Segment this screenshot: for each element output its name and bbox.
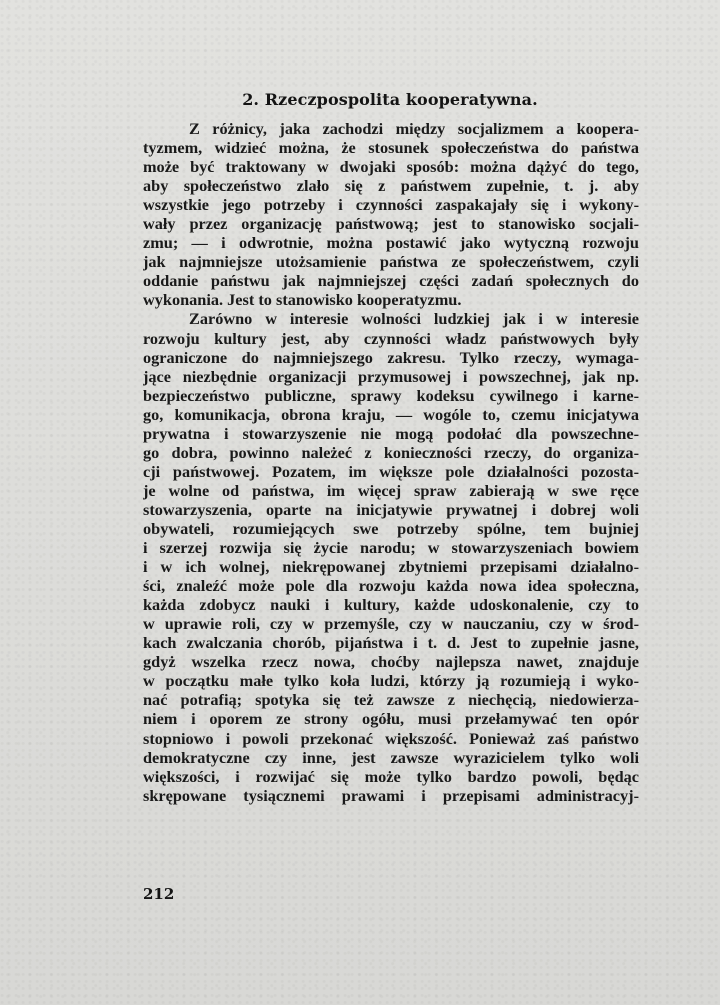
text-line: Z różnicy, jaka zachodzi między socjalizmem a koopera- (189, 119, 639, 138)
text-line: stowarzyszenia, oparte na inicjatywie prywatnej i dobrej woli (143, 499, 639, 519)
text-line: może być traktowany w dwojaki sposób: można dążyć do tego, (143, 157, 639, 177)
text-line: tyzmem, widzieć można, że stosunek społeczeństwa do państwa (143, 138, 639, 158)
text-line: go, komunikacja, obrona kraju, — wogóle to, czemu inicjatywa (143, 404, 639, 424)
text-line: niem i oporem ze strony ogółu, musi przełamywać ten opór (143, 709, 639, 729)
text-line: wykonania. Jest to stanowisko kooperatyzmu. (143, 290, 462, 310)
text-line: go dobra, powinno należeć z konieczności rzeczy, do organiza- (143, 442, 639, 462)
text-line: stopniowo i powoli przekonać większość. Ponieważ zaś państwo (143, 728, 639, 748)
section-title: 2. Rzeczpospolita kooperatywna. (242, 90, 538, 109)
text-line: i szerzej rozwija się życie narodu; w stowarzyszeniach bowiem (143, 538, 639, 558)
text-line: większości, i rozwijać się może tylko bardzo powoli, będąc (143, 766, 639, 786)
text-line: jak najmniejsze utożsamienie państwa ze społeczeństwem, czyli (143, 252, 639, 272)
text-line: nać potrafią; spotyka się też zawsze z niechęcią, niedowierza- (143, 690, 639, 710)
paragraph-2 (143, 309, 639, 804)
paragraph-1 (143, 119, 639, 309)
text-line: ści, znaleźć może pole dla rozwoju każda nowa idea społeczna, (143, 576, 639, 596)
text-line: każda zdobycz nauki i kultury, każde udoskonalenie, czy to (143, 595, 639, 615)
text-line: obywateli, rozumiejących swe potrzeby spólne, tem bujniej (143, 518, 639, 538)
text-line: cji państwowej. Pozatem, im większe pole działalności pozosta- (143, 461, 639, 481)
text-line: rozwoju kultury jest, aby czynności władz państwowych były (143, 328, 639, 348)
page-number: 212 (143, 885, 175, 903)
text-line: je wolne od państwa, im więcej spraw zabierają w swe ręce (143, 480, 639, 500)
body-text (143, 119, 639, 805)
text-line: wały przez organizację państwową; jest to stanowisko socjali- (143, 214, 639, 234)
text-line: i w ich wolnej, niekrępowanej zbytniemi przepisami działalno- (143, 557, 639, 577)
text-line: aby społeczeństwo zlało się z państwem zupełnie, t. j. aby (143, 176, 639, 196)
text-line: gdyż wszelka rzecz nowa, choćby najlepsza nawet, znajduje (143, 652, 639, 672)
text-line: bezpieczeństwo publiczne, sprawy kodeksu cywilnego i karne- (143, 385, 639, 405)
text-line: kach zwalczania chorób, pijaństwa i t. d. Jest to zupełnie jasne, (143, 633, 639, 653)
text-line: zmu; — i odwrotnie, można postawić jako wytyczną rozwoju (143, 233, 639, 253)
text-line: demokratyczne czy inne, jest zawsze wyrazicielem tylko woli (143, 747, 639, 767)
text-line: oddanie państwu jak najmniejszej części zadań społecznych do (143, 271, 639, 291)
text-line: w uprawie roli, czy w przemyśle, czy w nauczaniu, czy w środ- (143, 614, 639, 634)
text-line: wszystkie jego potrzeby i czynności zaspakajały się i wykony- (143, 195, 639, 215)
text-line: skrępowane tysiącznemi prawami i przepisami administracyj- (143, 785, 639, 805)
text-line: jące niezbędnie organizacji przymusowej i powszechnej, jak np. (143, 366, 639, 386)
text-line: w początku małe tylko koła ludzi, którzy ją rozumieją i wyko- (143, 671, 639, 691)
text-line: prywatna i stowarzyszenie nie mogą podołać dla powszechne- (143, 423, 639, 443)
text-line: ograniczone do najmniejszego zakresu. Tylko rzeczy, wymaga- (143, 347, 639, 367)
text-line: Zarówno w interesie wolności ludzkiej jak i w interesie (189, 309, 639, 329)
